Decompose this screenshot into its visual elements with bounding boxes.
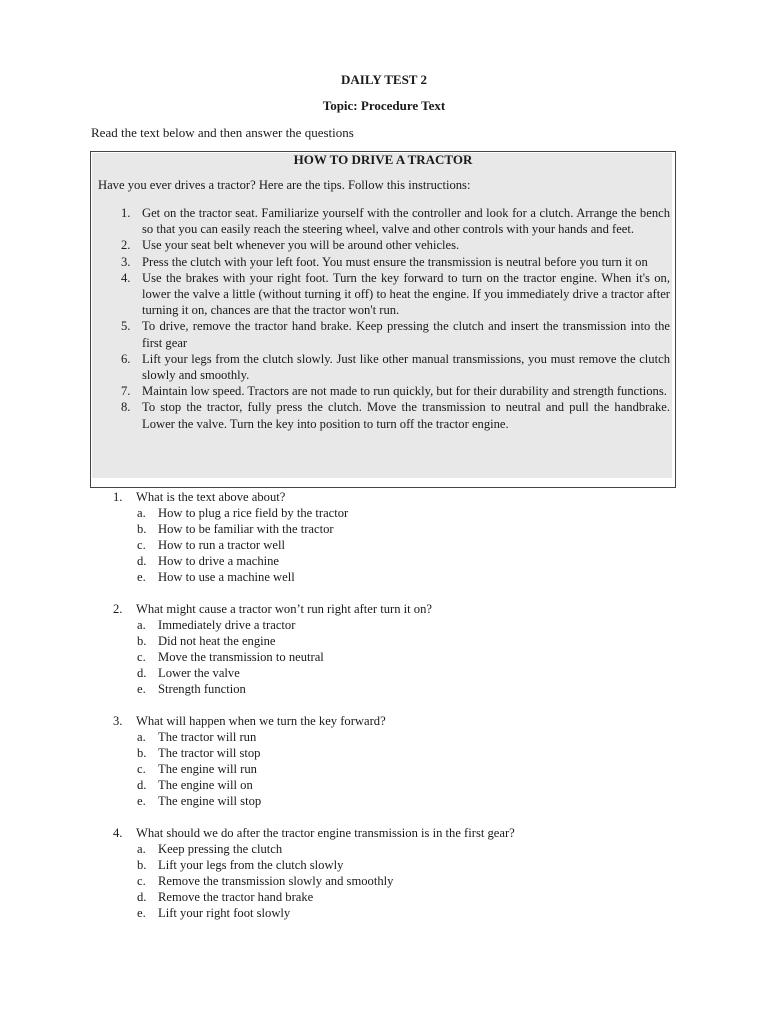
options-list [0,841,768,921]
option-text: The engine will stop [158,794,262,808]
option-a[interactable] [0,729,768,745]
options-list [0,505,768,585]
option-e[interactable] [0,569,768,585]
option-text: Move the transmission to neutral [158,650,324,664]
option-text: Lift your legs from the clutch slowly [158,858,344,872]
steps-list [91,205,675,432]
option-letter: b. [137,858,147,872]
question-number: 2. [113,602,123,616]
option-c[interactable] [0,873,768,889]
reading-passage-box [90,151,676,488]
page-title: DAILY TEST 2 [341,72,427,87]
option-text: How to be familiar with the tractor [158,522,334,536]
step-number: 4. [121,270,131,285]
question-stem [0,601,768,617]
option-text: The tractor will run [158,730,257,744]
option-letter: e. [137,906,146,920]
step-number: 5. [121,319,131,334]
options-list [0,729,768,809]
option-text: Did not heat the engine [158,634,276,648]
option-letter: c. [137,650,146,664]
question-stem [0,825,768,841]
question-text: What might cause a tractor won’t run right after turn it on? [136,602,432,616]
option-letter: a. [137,730,146,744]
question-stem [0,713,768,729]
option-a[interactable] [0,505,768,521]
question-3 [0,713,768,809]
option-e[interactable] [0,793,768,809]
questions-section [0,489,768,937]
option-c[interactable] [0,537,768,553]
option-letter: d. [137,778,147,792]
question-stem [0,489,768,505]
option-letter: e. [137,794,146,808]
options-list [0,617,768,697]
reading-title: HOW TO DRIVE A TRACTOR [293,152,473,167]
option-d[interactable] [0,665,768,681]
step-text: Press the clutch with your left foot. You must ensure the transmission is neutral before you turn it on [142,254,648,269]
option-d[interactable] [0,553,768,569]
option-text: Remove the tractor hand brake [158,890,314,904]
step-number: 1. [121,206,131,220]
step-text: To drive, remove the tractor hand brake. Keep pressing the clutch and insert the transmission into the first gear [142,319,670,350]
option-a[interactable] [0,841,768,857]
option-letter: d. [137,890,147,904]
step-item [91,270,670,319]
option-a[interactable] [0,617,768,633]
option-b[interactable] [0,521,768,537]
option-letter: c. [137,538,146,552]
option-letter: d. [137,554,147,568]
step-item [91,351,670,383]
option-letter: d. [137,666,147,680]
step-item [91,318,670,350]
step-number: 7. [121,384,131,399]
question-4 [0,825,768,921]
option-text: Remove the transmission slowly and smoothly [158,874,394,888]
question-number: 1. [113,490,123,504]
step-number: 3. [121,254,131,269]
reading-intro: Have you ever drives a tractor? Here are the tips. Follow this instructions: [98,178,471,192]
step-text: To stop the tractor, fully press the clutch. Move the transmission to neutral and pull the handbrake. Lower the valve. Turn the key into position to turn off the tractor engine. [142,400,670,431]
option-text: Strength function [158,682,246,696]
option-text: The engine will run [158,762,257,776]
option-letter: b. [137,522,147,536]
step-number: 6. [121,351,131,366]
step-item [91,205,670,237]
option-b[interactable] [0,857,768,873]
option-letter: c. [137,874,146,888]
question-text: What will happen when we turn the key forward? [136,714,386,728]
option-letter: b. [137,634,147,648]
step-text: Get on the tractor seat. Familiarize yourself with the controller and look for a clutch. Arrange the bench so that you can easily reach the steering wheel, valve and other controls with your hands and feet. [142,206,670,237]
option-letter: a. [137,842,146,856]
step-text: Use the brakes with your right foot. Turn the key forward to turn on the tractor engine. When it's on, lower the valve a little (without turning it off) to heat the engine. If you immediately drive a tractor after turning it on, chances are that the tractor won't run. [142,270,670,318]
question-number: 4. [113,826,123,840]
option-text: How to plug a rice field by the tractor [158,506,349,520]
instruction-text: Read the text below and then answer the questions [91,125,354,140]
option-text: How to drive a machine [158,554,279,568]
option-text: How to use a machine well [158,570,295,584]
question-text: What is the text above about? [136,490,286,504]
option-b[interactable] [0,745,768,761]
step-number: 8. [121,400,131,415]
option-c[interactable] [0,649,768,665]
option-e[interactable] [0,681,768,697]
step-text: Lift your legs from the clutch slowly. Just like other manual transmissions, you must remove the clutch slowly and smoothly. [142,351,670,383]
step-text: Use your seat belt whenever you will be around other vehicles. [142,238,460,253]
step-item [91,383,670,399]
option-text: The engine will on [158,778,253,792]
option-text: Immediately drive a tractor [158,618,296,632]
option-text: Lift your right foot slowly [158,906,291,920]
option-b[interactable] [0,633,768,649]
step-item [91,254,670,270]
option-letter: e. [137,570,146,584]
option-text: The tractor will stop [158,746,261,760]
option-d[interactable] [0,889,768,905]
option-letter: b. [137,746,147,760]
option-d[interactable] [0,777,768,793]
question-number: 3. [113,714,123,728]
option-c[interactable] [0,761,768,777]
option-e[interactable] [0,905,768,921]
step-item [91,399,670,431]
step-number: 2. [121,238,131,253]
step-item [91,237,670,253]
question-1 [0,489,768,585]
option-letter: e. [137,682,146,696]
option-text: Keep pressing the clutch [158,842,283,856]
option-letter: c. [137,762,146,776]
page-topic: Topic: Procedure Text [322,98,446,113]
step-text: Maintain low speed. Tractors are not made to run quickly, but for their durability and strength functions. [142,384,667,399]
question-text: What should we do after the tractor engine transmission is in the first gear? [136,826,515,840]
option-letter: a. [137,506,146,520]
option-text: Lower the valve [158,666,240,680]
option-letter: a. [137,618,146,632]
option-text: How to run a tractor well [158,538,285,552]
question-2 [0,601,768,697]
